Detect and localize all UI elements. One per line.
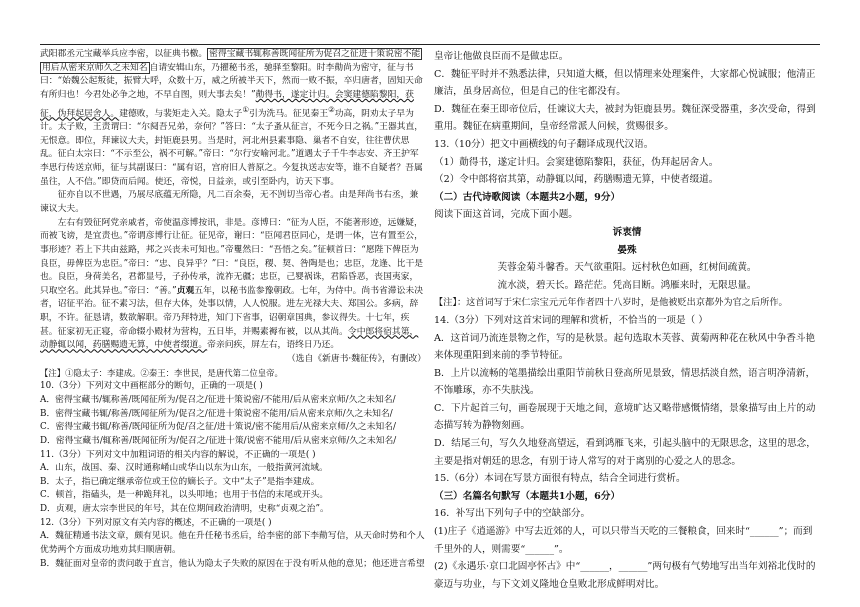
q12-option-a: A．魏征精通书法文章，颇有见识。他在升任秘书丞后，给李密的部下李勣写信，从天命时势和个人优势两个方面成功地劝其归顺唐朝。 [40,531,425,555]
q12-option-b-continued: 皇帝让他做良臣而不是做忠臣。 [434,51,569,62]
q16-item-2: (2)《永遇乐·京口北固亭怀古》中“______，______”两句极有气势地写出当年刘裕北伐时的豪迈与功业，与下文刘义隆地仓皇败北形成鲜明对比。 [434,561,816,590]
passage-paragraph-2 [40,189,426,216]
passage-footnote: 【注】①隐太子：李建成。②秦王：李世民，是唐代第二位皇帝。 [40,367,283,378]
q12-option-d: D．魏征在秦王即帝位后，任谏议大夫，被封为钜鹿县男。魏征深受器重，多次受命，得到重用。魏征在病重期间，皇帝经常派人问候，赏赐很多。 [434,103,816,133]
header-rule [40,44,820,45]
q10-option-d: D．密得宝藏书/辄称善/既闻征所为/促召之/征进十策/说密不能用/后从密来京师/久之未知名/ [40,435,397,446]
passage-text: “始魏公起叛徒，振臂大呼，众数十万，威之所被半天下，然而一败不振，卒归唐者，固知天命有所归也！今君处必争之地，不早自图，则大事去矣！” [40,76,423,100]
section-2-heading: （二）古代诗歌阅读（本题共2小题，9分） [434,191,621,203]
poem-title: 诉衷情 [612,226,642,238]
question-15: 15.（6分）本词在写景方面很有特点，结合全词进行赏析。 [434,473,686,485]
passage-text: 功高，阴劝太子早为计。太子败，王责谓曰：“尔阋吾兄弟，奈何？”答曰：“太子蚤从征言，不死今日之祸。”王器其直，无恨意。即位，拜谏议大夫，封钜鹿县男。当是时，河北州县素事隐、巢者不自安，往往曹伏思乱。征白太宗曰：“不示至公，祸不可解。”帝曰：“尔行安喻河北。”道遇太子千牛李志安、齐王护军李思行传送京师，征与其副谋曰：“属有诏，宫府旧人普原之。今复执送志安等，谁不自疑者？吾属虽往，人不信。”即贷而后闻。使还，帝悦，日益亲，或引至卧内，访天下事。 [40,108,424,187]
q14-option-a: A．这首词乃流连景物之作，写的是秋景。起句选取木芙蓉、黄菊两种花在秋风中争香斗艳来体现重阳到来前的季节特征。 [434,332,816,362]
q12-option-b: B．魏征面对皇帝的责问敢于直言，他认为隐太子失败的原因在于没有听从他的意见；他还进言希望 [40,558,425,569]
poem-author: 晏殊 [617,244,637,256]
passage-text: 引为洗马。征见秦王 [248,108,329,119]
poem-line-1: 芙蓉金菊斗馨香。天气欲重阳。远村秋色如画，红树间疏黄。 [497,262,757,274]
question-11: 11.（3分）下列对文中加粗词语的相关内容的解说，不正确的一项是( ) [40,449,316,460]
passage-text: 武阳郡丞元宝藏举兵应李密，以征典书檄。 [40,49,208,59]
q16-item-1: (1)庄子《逍遥游》中写去近郊的人，可以只带当天吃的三餐粮食，回来时“______”；而到千里外的人，则需要“______”。 [434,526,813,555]
question-16: 16．补写出下列句子中的空缺部分。 [434,508,591,520]
q10-option-b: B．密得宝藏书辄/称善/既闻征所为/促召之/征进十策说密不能用/后从密来京师/久之未知名/ [40,408,393,419]
q11-option-a: A．山东，战国、秦、汉时通称崤山或华山以东为山东，一般指黄河流域。 [40,463,328,474]
q10-option-c: C．密得宝藏书辄/称善/既闻征所为促/召之征/进十策说/密不能用后/从密来京师/久之未知名/ [40,422,396,433]
question-13: 13.（10分）把文中画横线的句子翻译成现代汉语。 [434,138,654,150]
question-10: 10.（3分）下列对文中画框部分的断句，正确的一项是( ) [40,381,263,392]
footnote-mark-2: ② [328,104,335,114]
q11-option-d: D．贞观，唐太宗李世民的年号，其在位期间政治清明，史称“贞观之治”。 [40,504,329,515]
q11-option-c: C．顿首，指磕头，是一种跪拜礼，以头叩地；也用于书信的末尾或开头。 [40,490,329,501]
q13-item-2: （2）令中郎将宿其第，动静辄以闻，药膳赐遗无算，中使者缀道。 [434,174,719,186]
underlined-sentence-2: 令中郎将宿其第，动静辄以闻，药膳赐遗无算，中使者缀道。 [40,326,419,351]
passage-text: 五年，以秘书监参豫朝政。七年，为侍中。尚书省滞讼未决者，诏征平治。征不素习法，但存大体，处事以情，人人悦服。进左光禄大夫、郑国公。多病，辞职，不许。征恳请，数欲解职。帝乃拜特进，知门下省事，诏朝章国典，参议得失。十七年，疾甚。征家初无正寝，帝命辍小殿材为营构，五日毕，并赐素褥布被，以从其尚。 [40,285,423,337]
q12-option-c: C．魏征平时并不熟悉法律，只知道大概，但以情理来处理案件，大家都心悦诚服；他清正廉洁，虽身居高位，但是自己的住宅都没有。 [434,68,816,98]
q11-option-b: B．太子，指已确定继承帝位或王位的嫡长子。文中“太子”是指李建成。 [40,476,320,487]
question-14: 14.（3分）下列对这首宋词的理解和赏析，不恰当的一项是（ ） [434,314,708,326]
passage-paragraph-1 [40,48,426,189]
poem-note: 【注】：这首词写于宋仁宗宝元元年作者四十八岁时，是他被贬出京都外为官之后所作。 [434,297,788,309]
right-column [434,48,820,593]
passage-text: 建德败，与裴矩走入关。隐太子 [119,108,243,119]
passage-text: 帝亲问疾，屏左右，语终日乃还。 [207,340,340,351]
poem-line-2: 流水淡，碧天长。路茫茫。凭高目断。鸿雁来时，无限思量。 [497,279,757,291]
q14-option-c: C．下片起首三句，画卷展现于天地之间，意境旷达又略带感慨情绪，景象描写由上片的动态描写转为静物刻画。 [434,402,816,432]
boxed-sentence-part-2: 用后从密来京师久之未知名 [42,62,148,73]
passage-source: （选自《新唐书·魏征传》，有删改） [286,354,426,365]
footnote-mark-1: ① [242,104,249,114]
passage-text: 征亦自以不世遇，乃展尽底蕴无所隐，凡二百余奏，无不剀切当帝心者。由是拜尚书右丞，兼谏议大夫。 [40,190,419,214]
q14-option-b: B．上片以流畅的笔墨描绘出重阳节前秋日登高所见景致，情思括淡自然，语言明净清新，不饰雕琢，亦不失肤浅。 [434,367,816,397]
passage-text: 左右有毁征阿党亲戚者，帝使温彦博按讯，非是。彦博曰：“征为人臣，不能著形迹，远嫌疑，而被飞谤，是宜责也。”帝谓彦博行让征。征见帝，谢曰：“臣闻君臣同心，是谓一体，岂有置至公，事形迹？若上下共由兹路，邦之兴丧未可知也。”帝矍然曰：“吾悟之矣。” [40,217,423,255]
passage-text: 征顿首曰：“愿陛下俾臣为良臣，毋俾臣为忠臣。”帝曰：“忠、良异乎？”曰：“良臣，稷、契、咎陶是也；忠臣，龙逢、比干是也。良臣，身荷美名，君都显号，子孙传承，流祚无疆；忠臣，己婴祸诛，君陷昏恶，丧国夷家，只取空名。此其异也。”帝曰：“善。” [40,244,424,296]
passage-text: 自请安辑山东，乃擢秘书丞，驰驿至黎阳。时李勣尚为密守，征与书曰： [40,62,414,87]
q13-item-1: （1）勣得书，遂定计归。会窦建德陷黎阳，获征，伪拜起居舍人。 [434,156,719,168]
q10-option-a: A．密得宝藏书/辄称善/既闻征所为/促召之/征进十策说密/不能用/后从密来京师/久之未知名/ [40,394,396,405]
left-column [40,48,426,571]
passage-paragraph-3 [40,217,426,353]
section-2-instructions: 阅读下面这首词，完成下面小题。 [434,209,578,221]
section-3-heading: （三）名篇名句默写（本题共1小题，6分） [434,490,621,502]
bold-term-zhenguan: 贞观 [176,285,195,296]
underlined-sentence-1: 勣得书，遂定计归。会窦建德陷黎阳，获征，伪拜起居舍人。 [40,89,414,119]
question-12: 12.（3分）下列对原文有关内容的概述，不正确的一项是( ) [40,517,272,528]
q14-option-d: D．结尾三句，写久久地登高望远，看到鸿雁飞来，引起头脑中的无限思念，这里的思念，主要是指对朝廷的思念，有别于诗人常写的对于离别的心爱之人的思念。 [434,438,816,467]
boxed-sentence-part-1: 密得宝藏书辄称善既闻征所为促召之征进十策说密不能 [209,49,421,59]
